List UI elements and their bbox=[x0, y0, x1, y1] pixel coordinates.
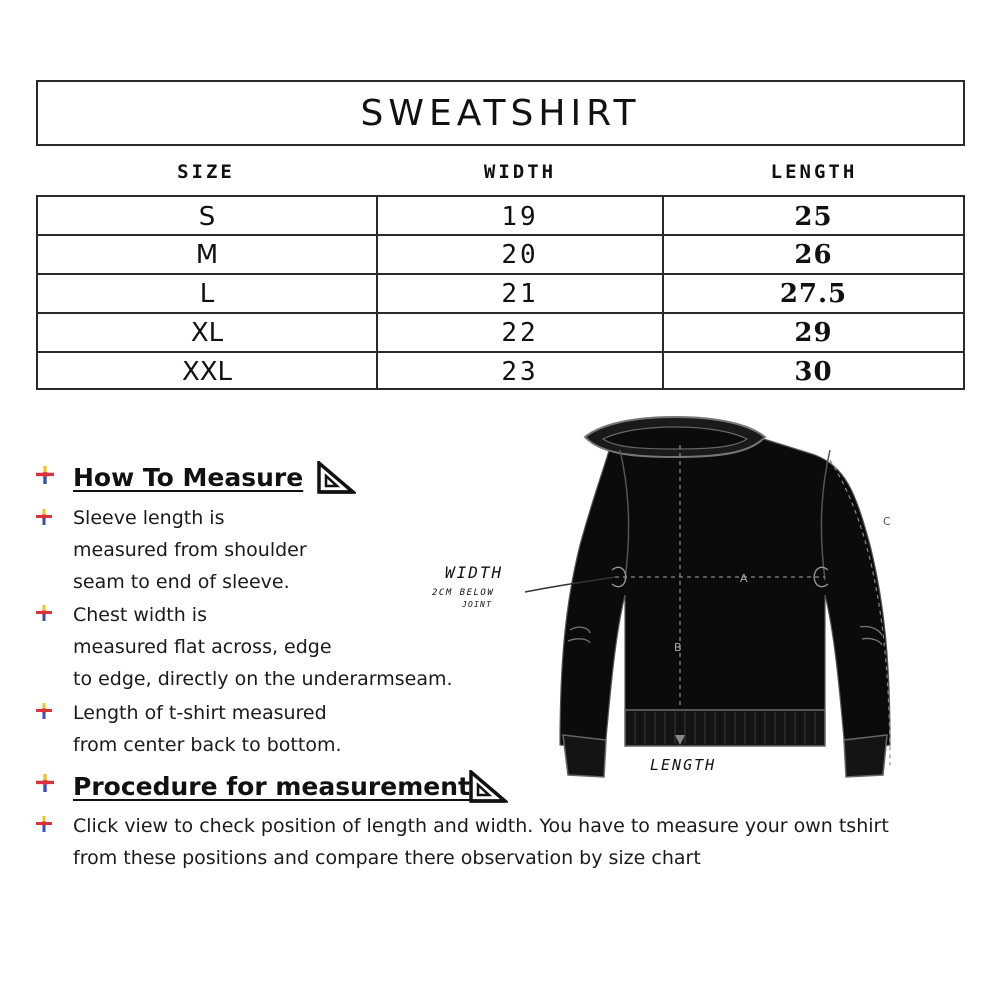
width-note-2: JOINT bbox=[462, 600, 493, 609]
width-label: WIDTH bbox=[445, 563, 504, 582]
length-cell: 30 bbox=[794, 356, 833, 387]
left-cuff bbox=[563, 735, 606, 777]
tricolor-pointer-icon bbox=[36, 605, 52, 621]
tricolor-pointer-icon bbox=[36, 703, 52, 719]
marker-a: A bbox=[740, 572, 748, 585]
length-instruction: Length of t-shirt measured from center back to bottom. bbox=[73, 702, 342, 756]
header-length: LENGTH bbox=[770, 161, 858, 183]
tricolor-pointer-icon bbox=[36, 509, 52, 525]
sweatshirt-illustration bbox=[420, 405, 920, 785]
width-cell: 21 bbox=[378, 275, 664, 312]
length-label: LENGTH bbox=[650, 756, 717, 774]
size-cell: XL bbox=[38, 314, 378, 351]
procedure-heading: Procedure for measurement bbox=[73, 772, 470, 801]
sleeve-instruction: Sleeve length is measured from shoulder seam to end of sleeve. bbox=[73, 507, 307, 593]
width-cell: 23 bbox=[378, 353, 664, 390]
header-width: WIDTH bbox=[483, 161, 557, 183]
right-cuff bbox=[844, 735, 887, 777]
set-square-ruler-icon bbox=[316, 461, 356, 495]
table-row bbox=[38, 197, 963, 236]
length-cell: 29 bbox=[794, 317, 833, 348]
marker-c: C bbox=[883, 515, 891, 528]
size-cell: S bbox=[38, 197, 378, 236]
size-cell: XXL bbox=[38, 353, 378, 390]
table-row bbox=[38, 312, 963, 351]
table-row bbox=[38, 234, 963, 273]
procedure-text: Click view to check position of length and width. You have to measure your own tshirt from these positions and compare there observation by size chart bbox=[73, 815, 889, 869]
length-cell: 25 bbox=[794, 201, 833, 232]
chart-title-box bbox=[36, 80, 965, 146]
size-table bbox=[36, 195, 965, 390]
table-row bbox=[38, 351, 963, 390]
header-size: SIZE bbox=[177, 161, 235, 183]
length-cell: 26 bbox=[794, 239, 833, 270]
sweatshirt-body bbox=[560, 423, 890, 750]
width-cell: 19 bbox=[378, 197, 664, 236]
how-to-measure-heading: How To Measure bbox=[73, 463, 304, 492]
width-cell: 20 bbox=[378, 236, 664, 273]
length-cell: 27.5 bbox=[779, 278, 848, 309]
marker-b: B bbox=[674, 641, 682, 654]
size-cell: L bbox=[38, 275, 378, 312]
tricolor-pointer-icon bbox=[36, 466, 54, 484]
width-note-1: 2CM BELOW bbox=[432, 588, 495, 598]
width-cell: 22 bbox=[378, 314, 664, 351]
size-cell: M bbox=[38, 236, 378, 273]
table-row bbox=[38, 273, 963, 312]
tricolor-pointer-icon bbox=[36, 816, 52, 832]
chart-title: SWEATSHIRT bbox=[360, 92, 641, 134]
tricolor-pointer-icon bbox=[36, 774, 54, 792]
chest-instruction: Chest width is measured flat across, edge to edge, directly on the underarmseam. bbox=[73, 604, 453, 690]
